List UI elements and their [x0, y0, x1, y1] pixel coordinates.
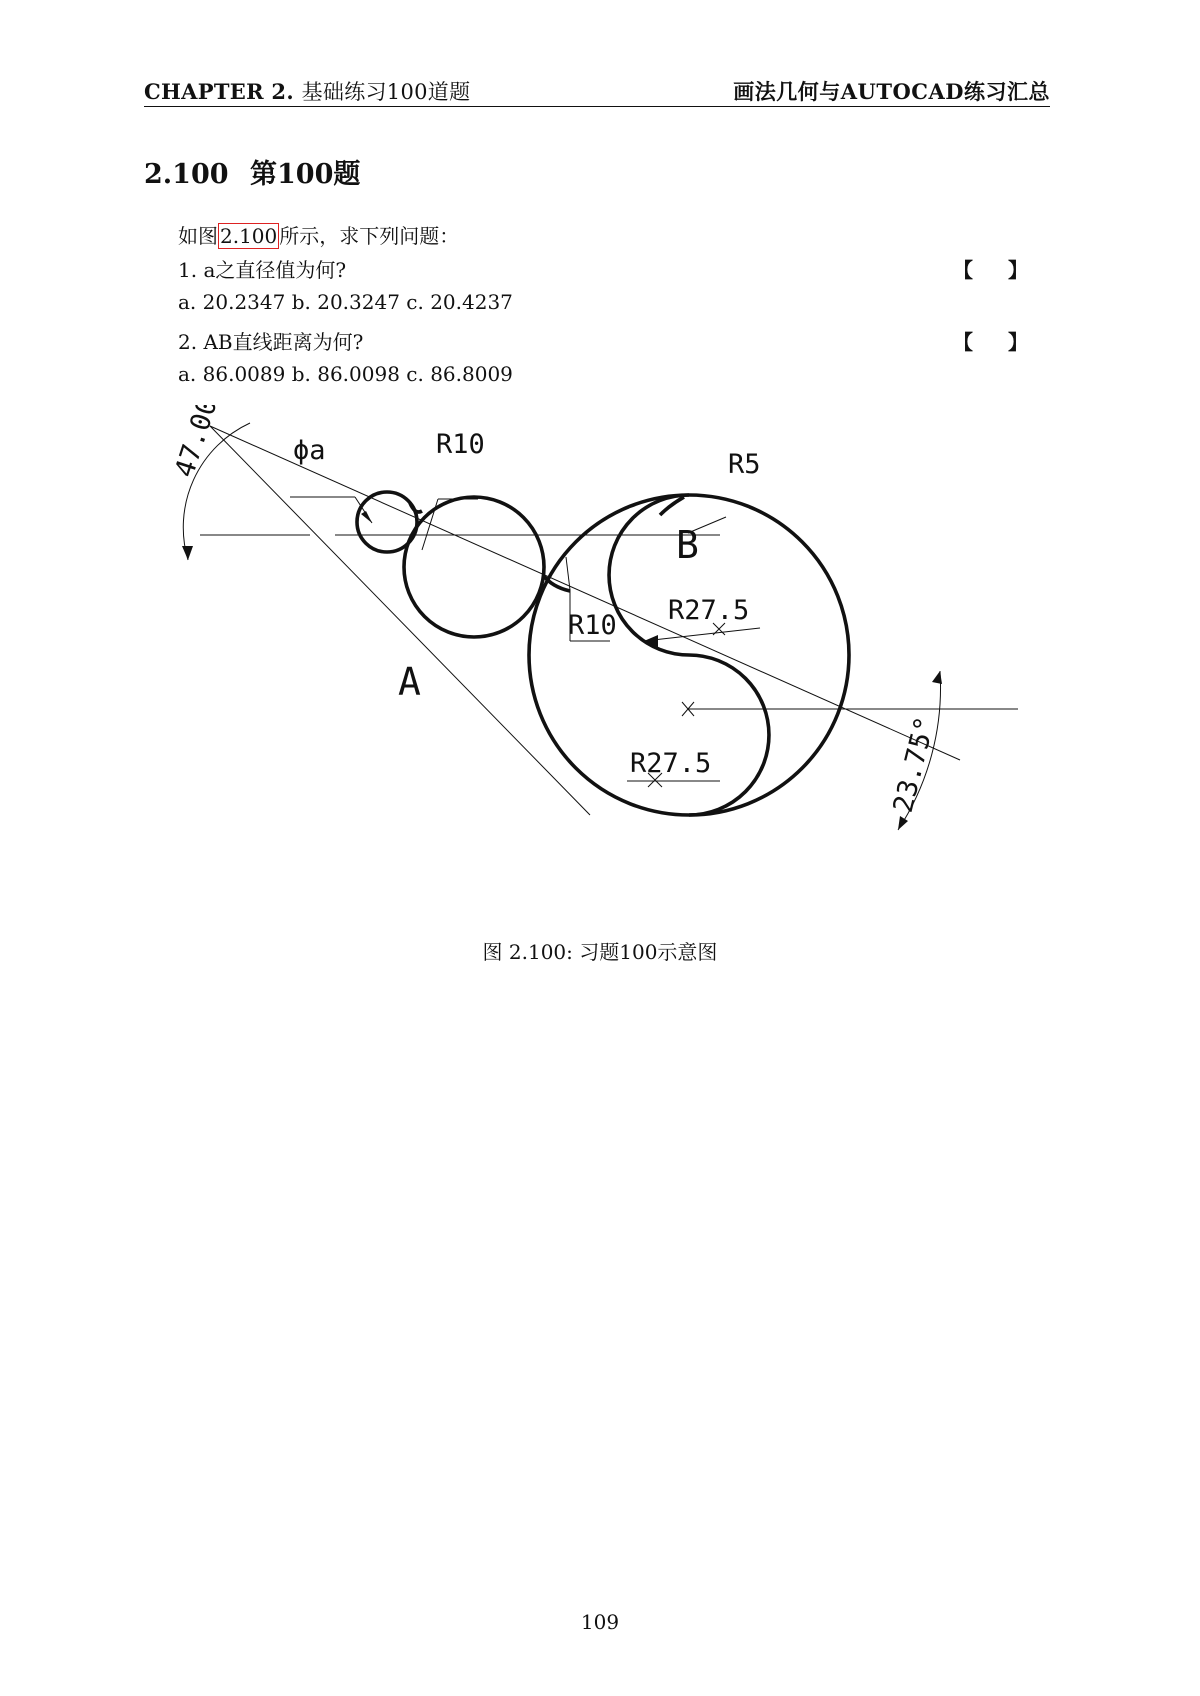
page-header [144, 76, 1050, 107]
arrow-23-lower [898, 816, 908, 830]
figure-reference-link[interactable]: 2.100 [220, 224, 278, 248]
answer-box-1[interactable]: 【 】 [953, 258, 1042, 282]
section-heading [144, 152, 360, 191]
header-chapter-title: 基础练习100道题 [301, 80, 471, 104]
label-angle-47: 47.00° [169, 405, 229, 482]
circle-r35 [404, 497, 544, 637]
page-number: 109 [580, 1610, 620, 1634]
intro-prefix: 如图 [178, 224, 218, 248]
geometry-figure [160, 405, 1040, 895]
tangent-line-b [210, 426, 960, 760]
label-point-b: B [676, 523, 699, 567]
label-r5: R5 [728, 449, 761, 480]
label-r10-mid: R10 [568, 610, 617, 641]
section-number: 2.100 [144, 159, 229, 190]
answer-box-2[interactable]: 【 】 [953, 330, 1042, 354]
intro-line [178, 220, 459, 249]
figure-caption: 图 2.100: 习题100示意图 [482, 940, 718, 964]
header-chapter [144, 76, 470, 106]
label-r27-bottom: R27.5 [630, 748, 712, 779]
question-2-options: a. 86.0089 b. 86.0098 c. 86.8009 [178, 362, 513, 386]
geometry-drawing [160, 405, 1040, 895]
header-book-title: 画法几何与AUTOCAD练习汇总 [733, 79, 1050, 104]
question-2: 2. AB直线距离为何? [178, 330, 364, 354]
intro-suffix: 所示，求下列问题： [279, 224, 460, 248]
header-chapter-number: CHAPTER 2. [144, 79, 294, 104]
arrow-phi-a [361, 511, 372, 523]
question-1-options: a. 20.2347 b. 20.3247 c. 20.4237 [178, 290, 513, 314]
label-r27-top: R27.5 [668, 595, 750, 626]
section-title: 第100题 [250, 159, 361, 190]
label-phi-a: ϕa [293, 435, 326, 466]
label-r10-top: R10 [436, 429, 485, 460]
label-angle-23: 23.75° [887, 713, 942, 816]
question-1: 1. a之直径值为何? [178, 258, 347, 282]
arrow-47-lower [182, 546, 193, 560]
fillet-r10-top [410, 503, 422, 512]
label-point-a: A [398, 660, 421, 704]
r27-top-radius-line [644, 628, 760, 641]
